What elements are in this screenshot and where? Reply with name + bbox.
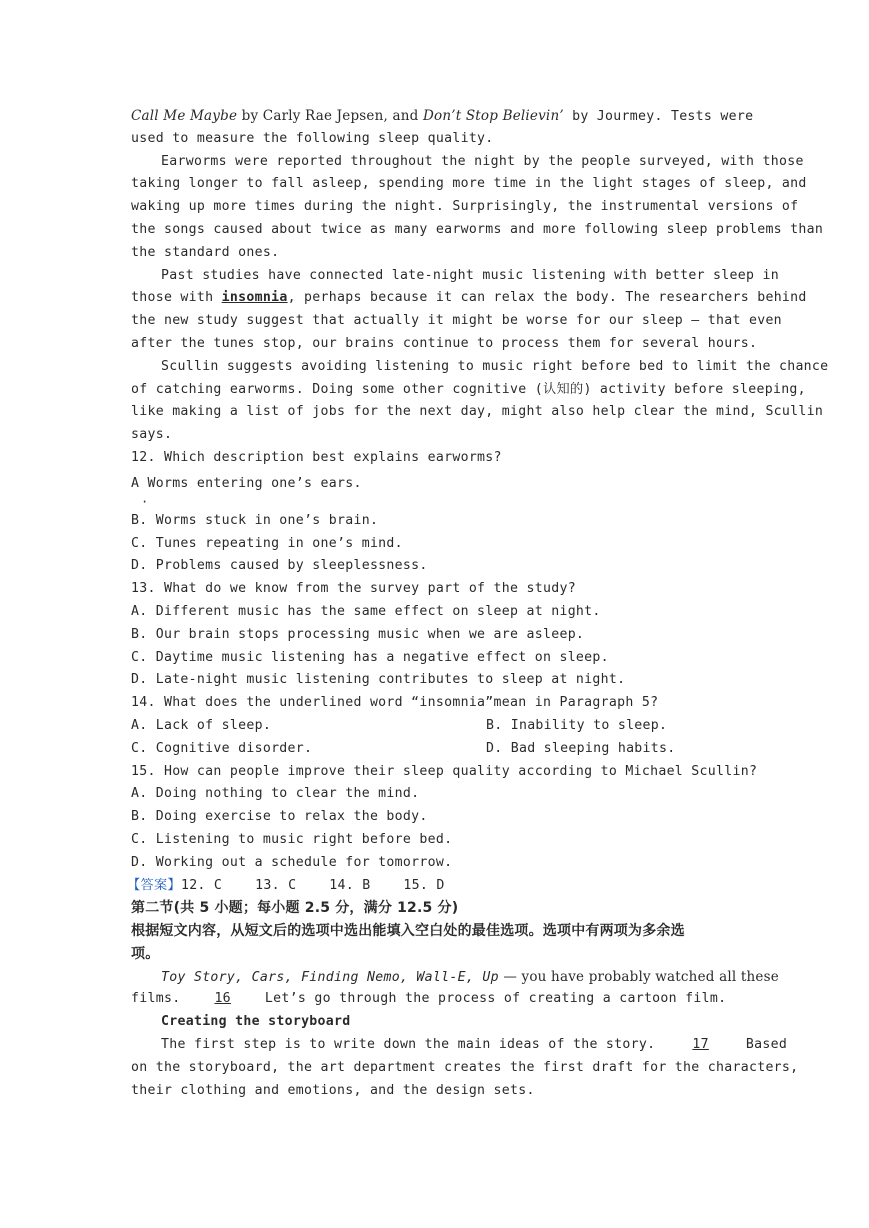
option-b: B. Doing exercise to relax the body. [131,809,428,825]
cloze-line: on the storyboard, the art department creates the first draft for the characters, [131,1059,799,1075]
song-title: Don’t Stop Believin’ [422,108,564,124]
option-b: B. Worms stuck in one’s brain. [131,512,379,528]
options-row [131,715,737,738]
blank-number: 16 [214,991,231,1007]
option-d: D. Problems caused by sleeplessness. [131,558,428,574]
paragraph-line: Scullin suggests avoiding listening to music right before bed to limit the chance [161,358,829,374]
question-15: 15. How can people improve their sleep quality according to Michael Scullin? [131,763,758,779]
paragraph-line: the songs caused about twice as many earworms and more following sleep problems than [131,221,824,237]
film-titles: Toy Story, Cars, Finding Nemo, Wall-E, Up [161,969,499,985]
option-d: D. Bad sleeping habits. [486,740,676,756]
paragraph-line: Earworms were reported throughout the night by the people surveyed, with those [161,153,804,169]
cloze-line: their clothing and emotions, and the design sets. [131,1082,535,1098]
option-b: B. Inability to sleep. [486,717,668,733]
underlined-word: insomnia [221,290,288,306]
stray-dot: · [141,494,149,509]
text: , perhaps because it can relax the body. The researchers behind [287,290,807,306]
answer-tag: 【答案】 [127,877,181,893]
text: The first step is to write down the main ideas of the story. [161,1037,664,1053]
options-row [131,738,737,761]
paragraph-line: taking longer to fall asleep, spending more time in the light stages of sleep, and [131,176,807,192]
option-a: A Worms entering one’s ears. [131,475,362,491]
cloze-line [131,988,737,1011]
blank-16 [189,988,257,1011]
answer-text: 12. C 13. C 14. B 15. D [180,877,445,893]
text: by Jourmey. Tests were [563,109,754,124]
paragraph-line: of catching earworms. Doing some other cognitive (认知的) activity before sleeping, [131,381,806,397]
text: Based [737,1037,788,1053]
option-c: C. Cognitive disorder. [131,740,313,756]
paragraph-line: the new study suggest that actually it might be worse for our sleep — that even [131,313,782,329]
question-12: 12. Which description best explains earworms? [131,449,502,465]
option-d: D. Working out a schedule for tomorrow. [131,854,453,870]
cloze-line [131,966,779,989]
document-page [127,105,829,1102]
passage-line-1 [131,105,754,128]
option-a: A. Lack of sleep. [131,717,272,733]
paragraph-line: says. [131,427,173,443]
paragraph-line: waking up more times during the night. Surprisingly, the instrumental versions of [131,199,799,215]
option-a: A. Different music has the same effect on sleep at night. [131,603,601,619]
text: films. [131,991,189,1007]
cloze-line [131,1034,788,1057]
section-instruction: 根据短文内容，从短文后的选项中选出能填入空白处的最佳选项。选项中有两项为多余选 [131,923,685,940]
question-13: 13. What do we know from the survey part of the study? [131,581,576,597]
paragraph-line: after the tunes stop, our brains continue to process them for several hours. [131,335,758,351]
song-title: Call Me Maybe [131,108,238,124]
option-a: A. Doing nothing to clear the mind. [131,786,420,802]
option-d: D. Late-night music listening contributes to sleep at night. [131,672,626,688]
section-instruction: 项。 [131,945,160,962]
text: — you have probably watched all these [498,968,779,985]
paragraph-line: the standard ones. [131,244,280,260]
paragraph-line: Past studies have connected late-night music listening with better sleep in [161,267,779,283]
passage-line-2: used to measure the following sleep quality. [131,130,494,146]
option-b: B. Our brain stops processing music when we are asleep. [131,626,585,642]
question-14: 14. What does the underlined word “insomnia”mean in Paragraph 5? [131,695,659,711]
option-c: C. Listening to music right before bed. [131,831,453,847]
option-c: C. Tunes repeating in one’s mind. [131,535,403,551]
paragraph-line [131,287,807,310]
blank-17 [664,1034,738,1057]
section-heading: 第二节(共 5 小题；每小题 2.5 分，满分 12.5 分) [131,900,459,917]
text: those with [131,290,222,306]
subheading: Creating the storyboard [161,1014,351,1030]
text: by Carly Rae Jepsen, and [237,108,423,124]
blank-number: 17 [692,1037,709,1053]
answer-line [127,875,737,898]
text: Let’s go through the process of creating a cartoon film. [256,991,727,1007]
option-c: C. Daytime music listening has a negative effect on sleep. [131,649,609,665]
paragraph-line: like making a list of jobs for the next day, might also help clear the mind, Scullin [131,404,824,420]
